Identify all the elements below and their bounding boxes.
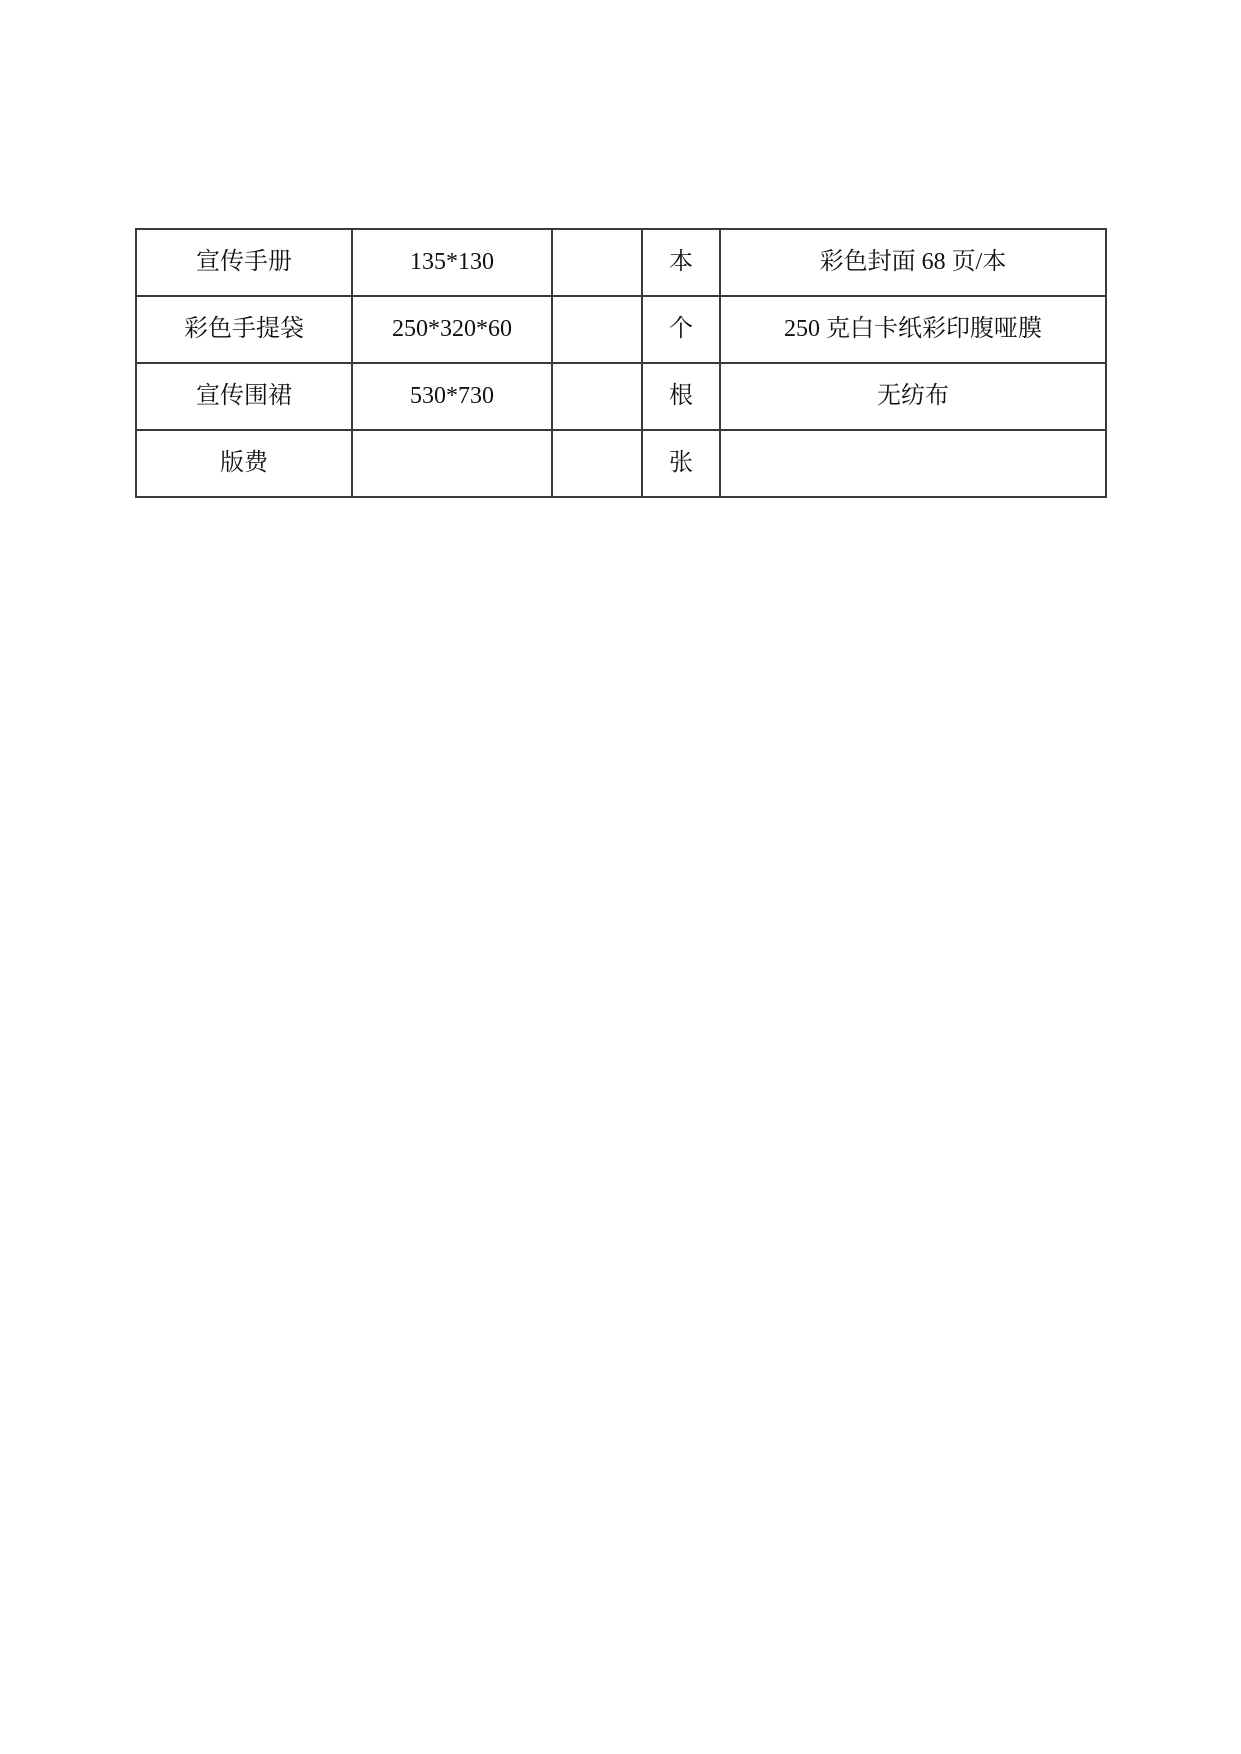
spec-cell: 无纺布 [720,363,1106,430]
blank-cell [552,296,642,363]
spec-cell: 彩色封面 68 页/本 [720,229,1106,296]
unit-cell: 张 [642,430,720,497]
item-name-cell: 彩色手提袋 [136,296,352,363]
item-name-cell: 宣传手册 [136,229,352,296]
item-name-cell: 宣传围裙 [136,363,352,430]
size-cell: 250*320*60 [352,296,552,363]
table-row [136,296,1106,363]
unit-cell: 本 [642,229,720,296]
unit-cell: 个 [642,296,720,363]
blank-cell [552,430,642,497]
table-row [136,363,1106,430]
unit-cell: 根 [642,363,720,430]
table-row [136,430,1106,497]
size-cell: 135*130 [352,229,552,296]
blank-cell [552,229,642,296]
product-spec-table [135,228,1107,498]
size-cell: 530*730 [352,363,552,430]
blank-cell [552,363,642,430]
spec-cell [720,430,1106,497]
item-name-cell: 版费 [136,430,352,497]
size-cell [352,430,552,497]
table-row [136,229,1106,296]
spec-cell: 250 克白卡纸彩印腹哑膜 [720,296,1106,363]
